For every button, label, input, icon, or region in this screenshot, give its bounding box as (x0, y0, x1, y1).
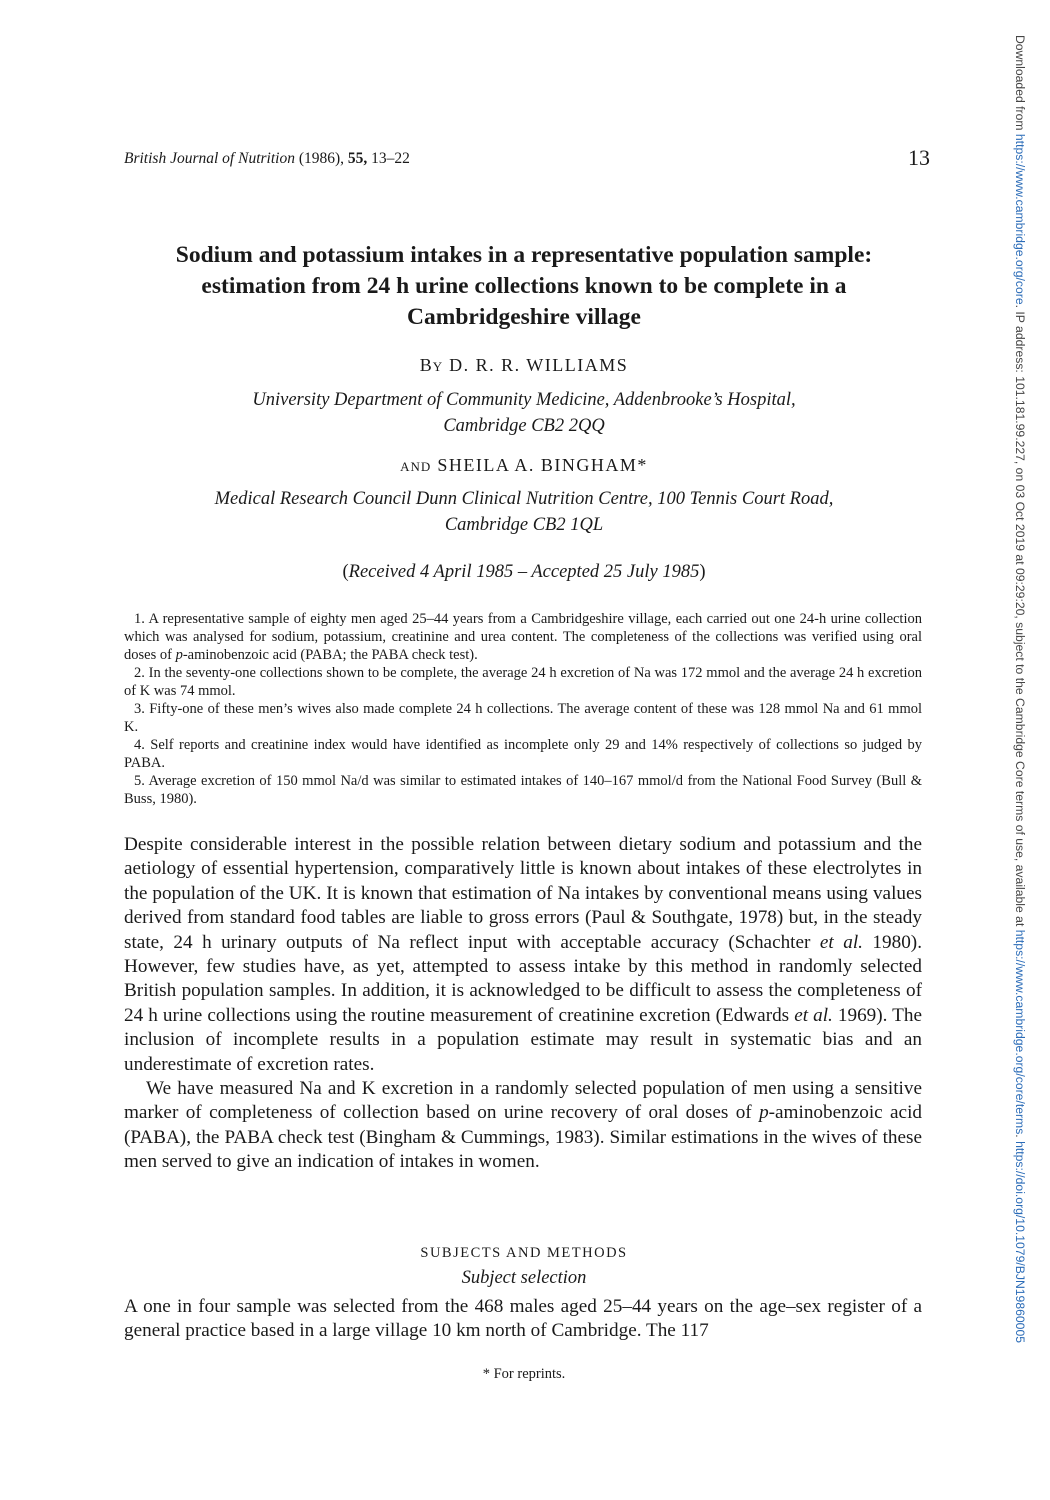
author-1-affiliation-line-1: University Department of Community Medicine, Addenbrooke’s Hospital, (252, 390, 796, 410)
introduction-text (124, 833, 922, 1175)
journal-name: British Journal of Nutrition (124, 150, 295, 167)
subsection-heading: Subject selection (461, 1268, 587, 1288)
author-2 (124, 455, 924, 476)
methods-text (124, 1295, 922, 1344)
summary-point: 3. Fifty-one of these men’s wives also made complete 24 h collections. The average content of these was 128 mmol Na and 61 mmol K. (124, 701, 922, 735)
received-dates: (Received 4 April 1985 – Accepted 25 July 1985) (342, 562, 706, 582)
author-2-affiliation-line-2: Cambridge CB2 1QL (444, 515, 604, 535)
article-title: Sodium and potassium intakes in a representative population sample: estimation from 24 h urine collections known to be complete in a Cambridgeshire village (175, 242, 873, 330)
terms-link[interactable]: https://www.cambridge.org/core/terms (1013, 929, 1027, 1135)
body-paragraph-1: Despite considerable interest in the possible relation between dietary sodium and potassium and the aetiology of essential hypertension, comparatively little is known about intakes of these electrolytes in the population of the UK. It is known that estimation of Na intakes by conventional means using values derived from standard food tables are liable to gross errors (Paul & Southgate, 1978) but, in the steady state, 24 h urinary outputs of Na reflect input with acceptable accuracy (Schachter et al. 1980). However, few studies have, as yet, attempted to assess intake by this method in randomly selected British population samples. In addition, it is acknowledged to be difficult to assess the completeness of 24 h urine collections using the routine measurement of creatinine excretion (Edwards et al. 1969). The inclusion of incomplete results in a population estimate may result in systematic bias and an underestimate of excretion rates. (124, 834, 923, 1075)
author-1 (124, 355, 924, 376)
author-1-affiliation (124, 387, 924, 439)
footnote: * For reprints. (482, 1366, 566, 1382)
doi-link[interactable]: https://doi.org/10.1079/BJN19860005 (1013, 1141, 1027, 1343)
section-heading: SUBJECTS AND METHODS (420, 1245, 628, 1261)
author-1-prefix: By (419, 355, 444, 375)
journal-year: (1986), (298, 150, 345, 167)
methods-paragraph: A one in four sample was selected from the 468 males aged 25–44 years on the age–sex register of a general practice based in a large village 10 km north of Cambridge. The 117 (124, 1296, 922, 1342)
author-1-affiliation-line-2: Cambridge CB2 2QQ (443, 416, 605, 436)
journal-pages: 13–22 (371, 150, 410, 167)
summary-point: 2. In the seventy-one collections shown to be complete, the average 24 h excretion of Na was 172 mmol and the average 24 h excretion of K was 74 mmol. (124, 665, 922, 699)
author-1-name: D. R. R. WILLIAMS (449, 355, 629, 375)
journal-volume: 55, (347, 150, 368, 167)
summary-point: 4. Self reports and creatinine index would have identified as incomplete only 29 and 14% respectively of collections so judged by PABA. (124, 737, 922, 771)
core-link[interactable]: https://www.cambridge.org/core (1013, 133, 1027, 305)
summary-point: 5. Average excretion of 150 mmol Na/d was similar to estimated intakes of 140–167 mmol/d from the National Food Survey (Bull & Buss, 1980). (124, 773, 922, 807)
author-2-prefix: and (400, 455, 432, 475)
abstract-summary (124, 610, 922, 808)
body-paragraph-2: We have measured Na and K excretion in a randomly selected population of men using a sensitive marker of completeness of collection based on urine recovery of oral doses of p-aminobenzoic acid (PABA), the PABA check test (Bingham & Cummings, 1983). Similar estimations in the wives of these men served to give an indication of intakes in women. (124, 1078, 922, 1173)
page-number: 13 (908, 145, 930, 170)
author-2-affiliation (124, 486, 924, 538)
author-2-affiliation-line-1: Medical Research Council Dunn Clinical Nutrition Centre, 100 Tennis Court Road, (214, 489, 834, 509)
summary-point: 1. A representative sample of eighty men aged 25–44 years from a Cambridgeshire village, each carried out one 24-h urine collection which was analysed for sodium, potassium, creatinine and urea content. The completeness of the collections was verified using oral doses of p-aminobenzoic acid (PABA; the PABA check test). (124, 611, 922, 663)
author-2-name: SHEILA A. BINGHAM* (437, 455, 648, 475)
running-head (124, 150, 410, 168)
download-watermark: Downloaded from https://www.cambridge.org/core. IP address: 101.181.99.227, on 03 Oct 2019 at 09:29:20, subject to the Cambridge Core terms of use, available at https://www.cambridge.org/core/terms. https://doi.org/10.1079/BJN19860005 (1013, 35, 1027, 1343)
received-text: Received 4 April 1985 – Accepted 25 July 1985 (348, 562, 700, 582)
